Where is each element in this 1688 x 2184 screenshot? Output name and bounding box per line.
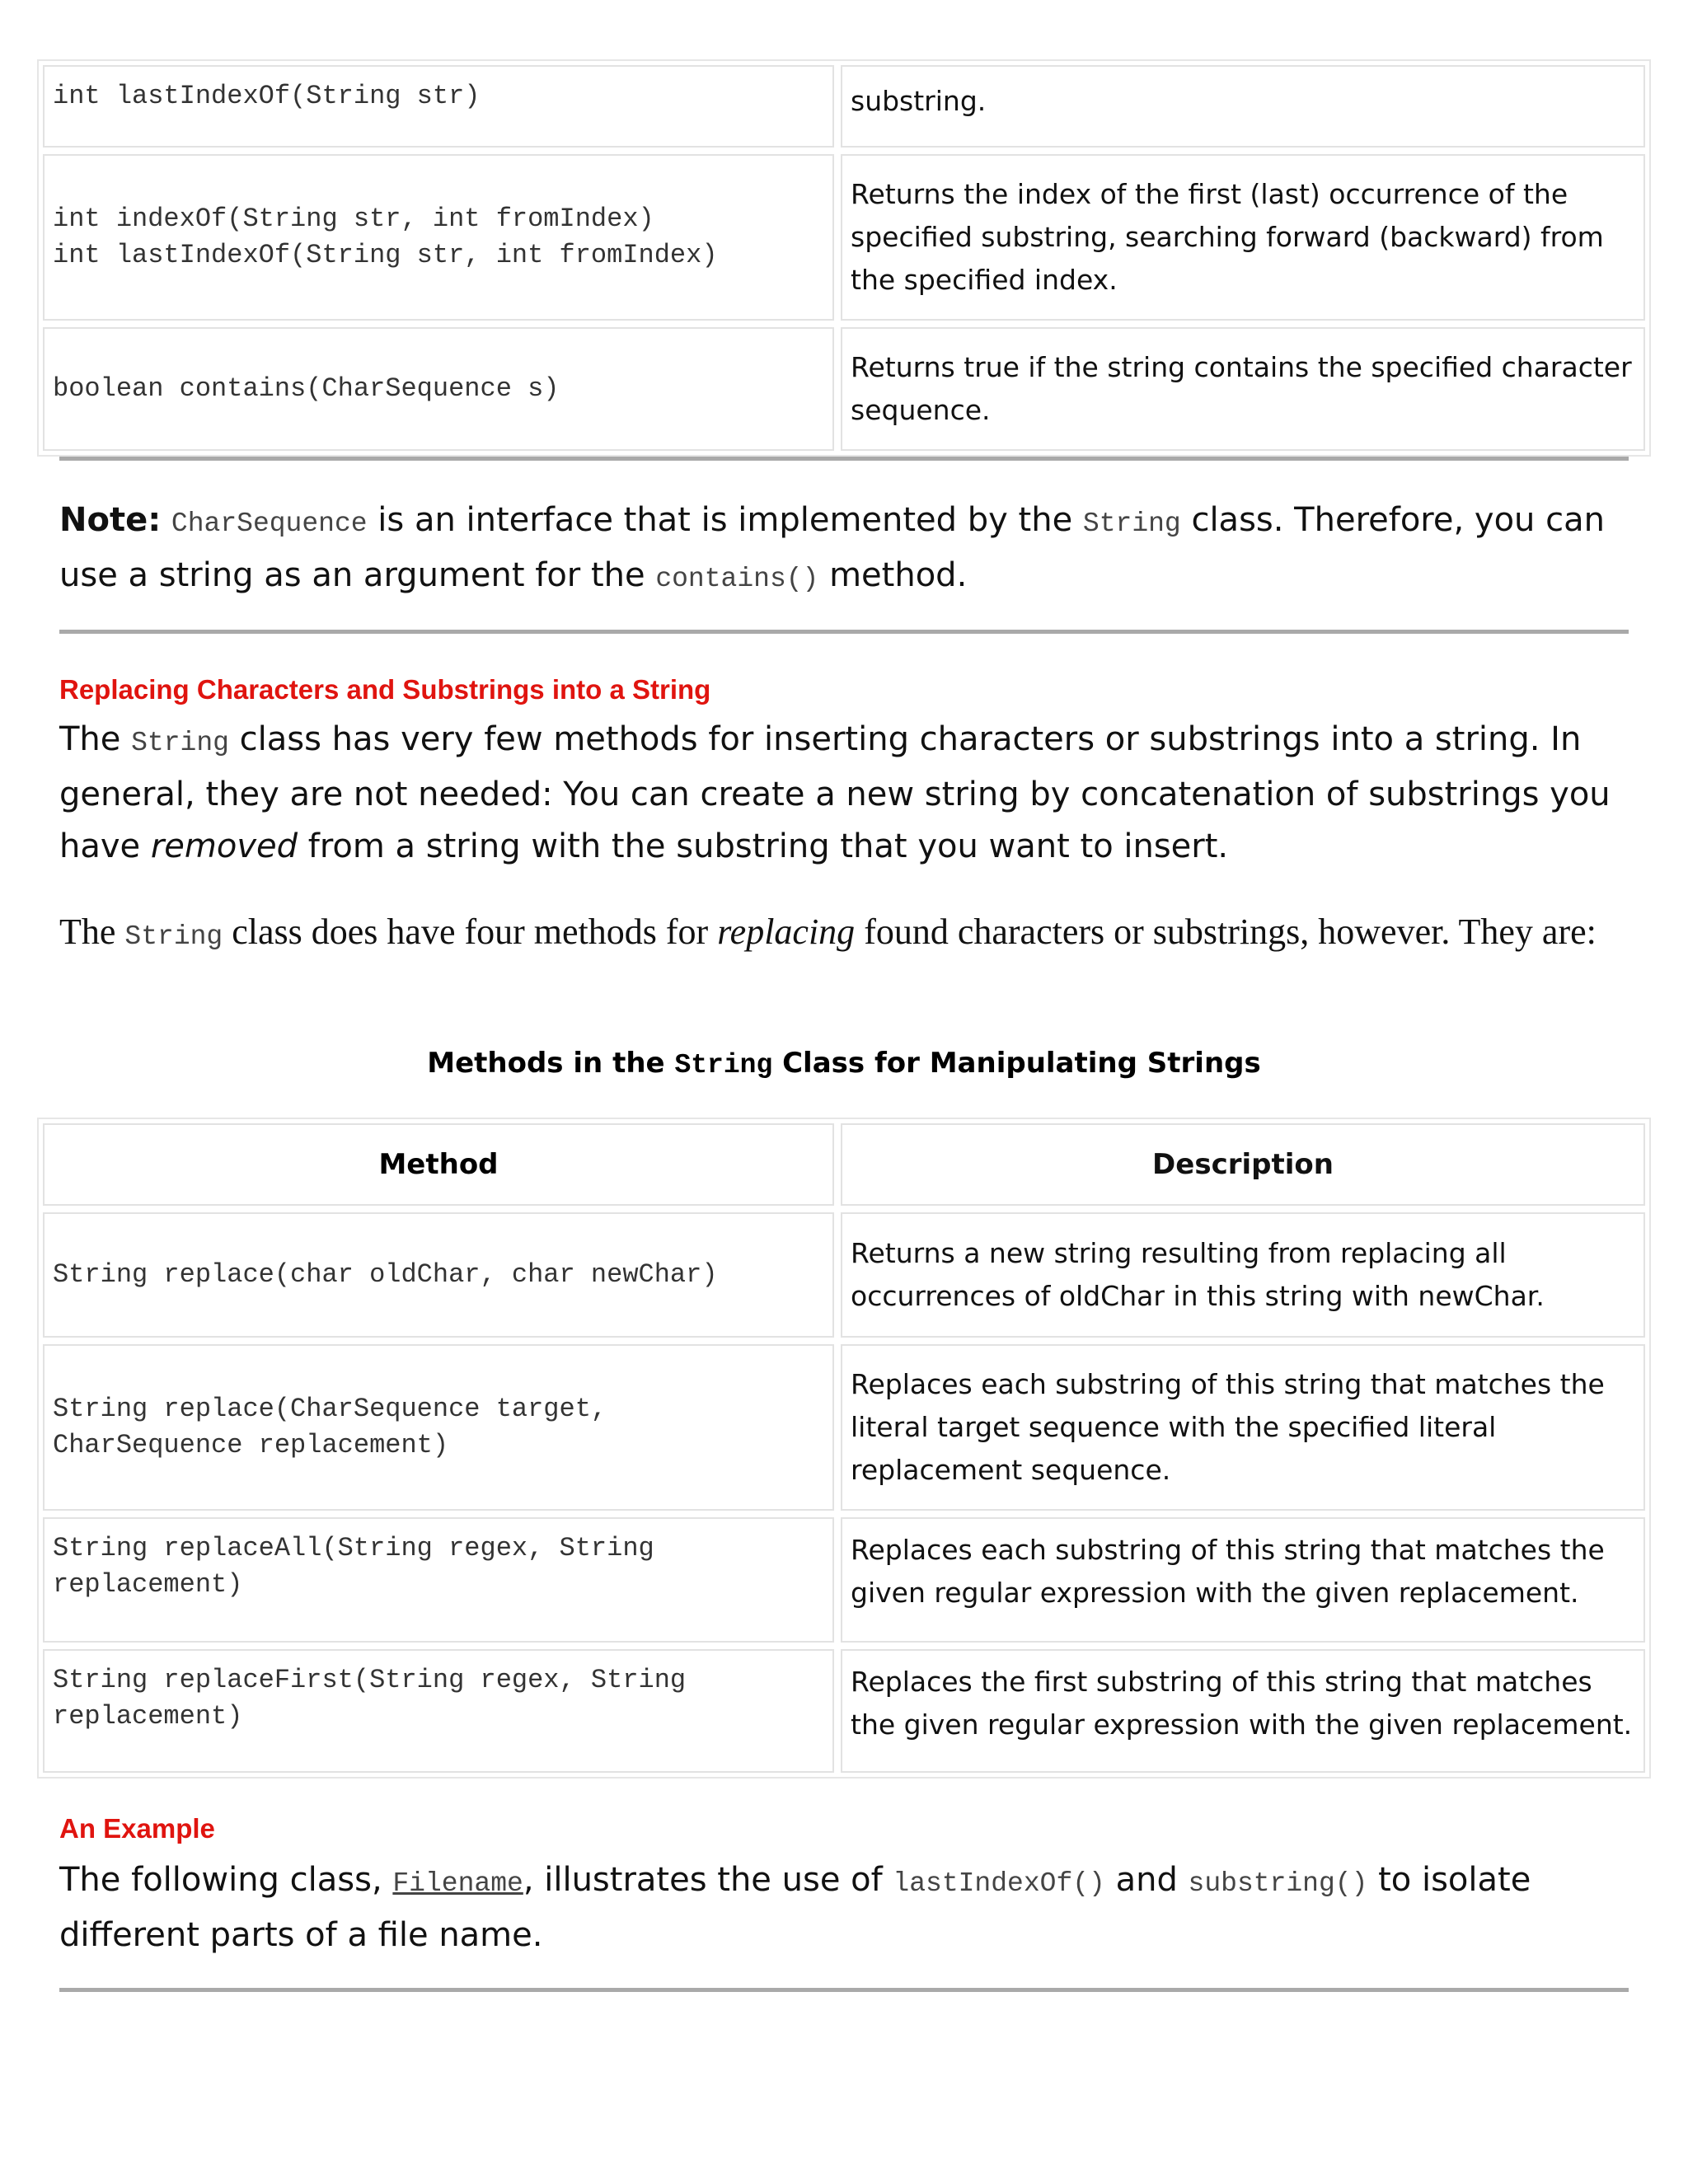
method-cell [43,1517,834,1643]
paragraph-text: class has very few methods for inserting characters or substrings into a string. In general, they are not needed: You can create a new string by concatenation of substrings you have [59,720,1611,865]
note-text: is an interface that is implemented by the [367,501,1083,539]
paragraph-text: The [59,912,125,952]
method-cell [43,65,834,148]
description-cell [841,1517,1645,1643]
paragraph-text: class does have four methods for [223,912,718,952]
body-paragraph [59,714,1625,873]
method-signature: CharSequence replacement) [53,1430,449,1460]
method-signature: int lastIndexOf(String str) [53,81,481,111]
description-cell [841,1649,1645,1773]
horizontal-divider [59,630,1629,634]
note-text: method. [818,556,968,594]
method-cell [43,1649,834,1773]
method-cell [43,1344,834,1511]
table-row [43,154,1645,321]
table-row [43,1212,1645,1338]
method-description: substring. [851,85,987,117]
body-paragraph [59,1854,1625,1961]
table-header-row [43,1123,1645,1206]
description-cell [841,65,1645,148]
paragraph-text: The following class, [59,1861,393,1899]
inline-code: CharSequence [171,509,368,539]
method-table-indexof [37,59,1651,457]
method-signature: int lastIndexOf(String str, int fromIndex) [53,240,718,270]
method-description: Returns a new string resulting from replacing all occurrences of oldChar in this string with newChar. [851,1237,1545,1312]
description-cell [841,154,1645,321]
method-description: Replaces the first substring of this string that matches the given regular expression with the given replacement. [851,1666,1633,1741]
description-cell [841,1212,1645,1338]
table-row [43,1344,1645,1511]
emphasis-text: replacing [717,912,856,952]
column-header-description [841,1123,1645,1206]
paragraph-text: and [1104,1861,1189,1899]
note-paragraph [59,494,1625,605]
table-caption [0,1047,1688,1080]
caption-text: Methods in the [427,1047,675,1080]
method-description: Returns the index of the first (last) occurrence of the specified substring, searching forward (backward) from the specified index. [851,178,1604,296]
inline-code: String [131,728,229,758]
description-cell [841,1344,1645,1511]
paragraph-text: from a string with the substring that you want to insert. [298,827,1229,865]
method-description: Replaces each substring of this string that matches the given regular expression with the given replacement. [851,1534,1605,1609]
filename-link[interactable]: Filename [392,1868,523,1899]
note-text: class. Therefore, you can use a string as an argument for the [59,501,1605,594]
caption-text: Class for Manipulating Strings [772,1047,1261,1080]
inline-code: String [124,921,223,952]
inline-code: String [1082,509,1181,539]
method-signature: int indexOf(String str, int fromIndex) [53,204,654,234]
emphasis-text: removed [150,827,298,865]
horizontal-divider [59,457,1629,461]
method-cell [43,327,834,451]
method-description: Returns true if the string contains the specified character sequence. [851,351,1632,426]
table-row [43,1649,1645,1773]
method-signature: String replaceFirst(String regex, String [53,1665,687,1695]
paragraph-text: The [59,720,132,758]
section-heading: An Example [59,1813,215,1844]
paragraph-text: to isolate different parts of a file name. [59,1861,1531,1954]
method-signature: boolean contains(CharSequence s) [53,373,560,404]
method-description: Replaces each substring of this string that matches the literal target sequence with the specified literal replacement sequence. [851,1368,1605,1486]
table-row [43,65,1645,148]
method-signature: String replaceAll(String regex, String [53,1533,654,1563]
inline-code: lastIndexOf() [893,1868,1105,1899]
description-cell [841,327,1645,451]
header-label: Description [1152,1148,1334,1181]
method-signature: String replace(char oldChar, char newChar) [53,1259,718,1290]
inline-code: contains() [655,564,819,594]
method-signature: replacement) [53,1701,243,1732]
table-row [43,1517,1645,1643]
inline-code: String [674,1050,773,1080]
method-table-replace [37,1118,1651,1779]
column-header-method [43,1123,834,1206]
method-signature: replacement) [53,1569,243,1600]
method-cell [43,1212,834,1338]
header-label: Method [378,1148,499,1181]
paragraph-text: found characters or substrings, however. They are: [855,912,1597,952]
horizontal-divider [59,1988,1629,1992]
method-cell [43,154,834,321]
body-paragraph [59,910,1625,959]
section-heading: Replacing Characters and Substrings into a String [59,674,711,705]
table-row [43,327,1645,451]
note-label: Note: [59,501,162,539]
method-signature: String replace(CharSequence target, [53,1394,607,1424]
paragraph-text: , illustrates the use of [523,1861,893,1899]
inline-code: substring() [1188,1868,1368,1899]
